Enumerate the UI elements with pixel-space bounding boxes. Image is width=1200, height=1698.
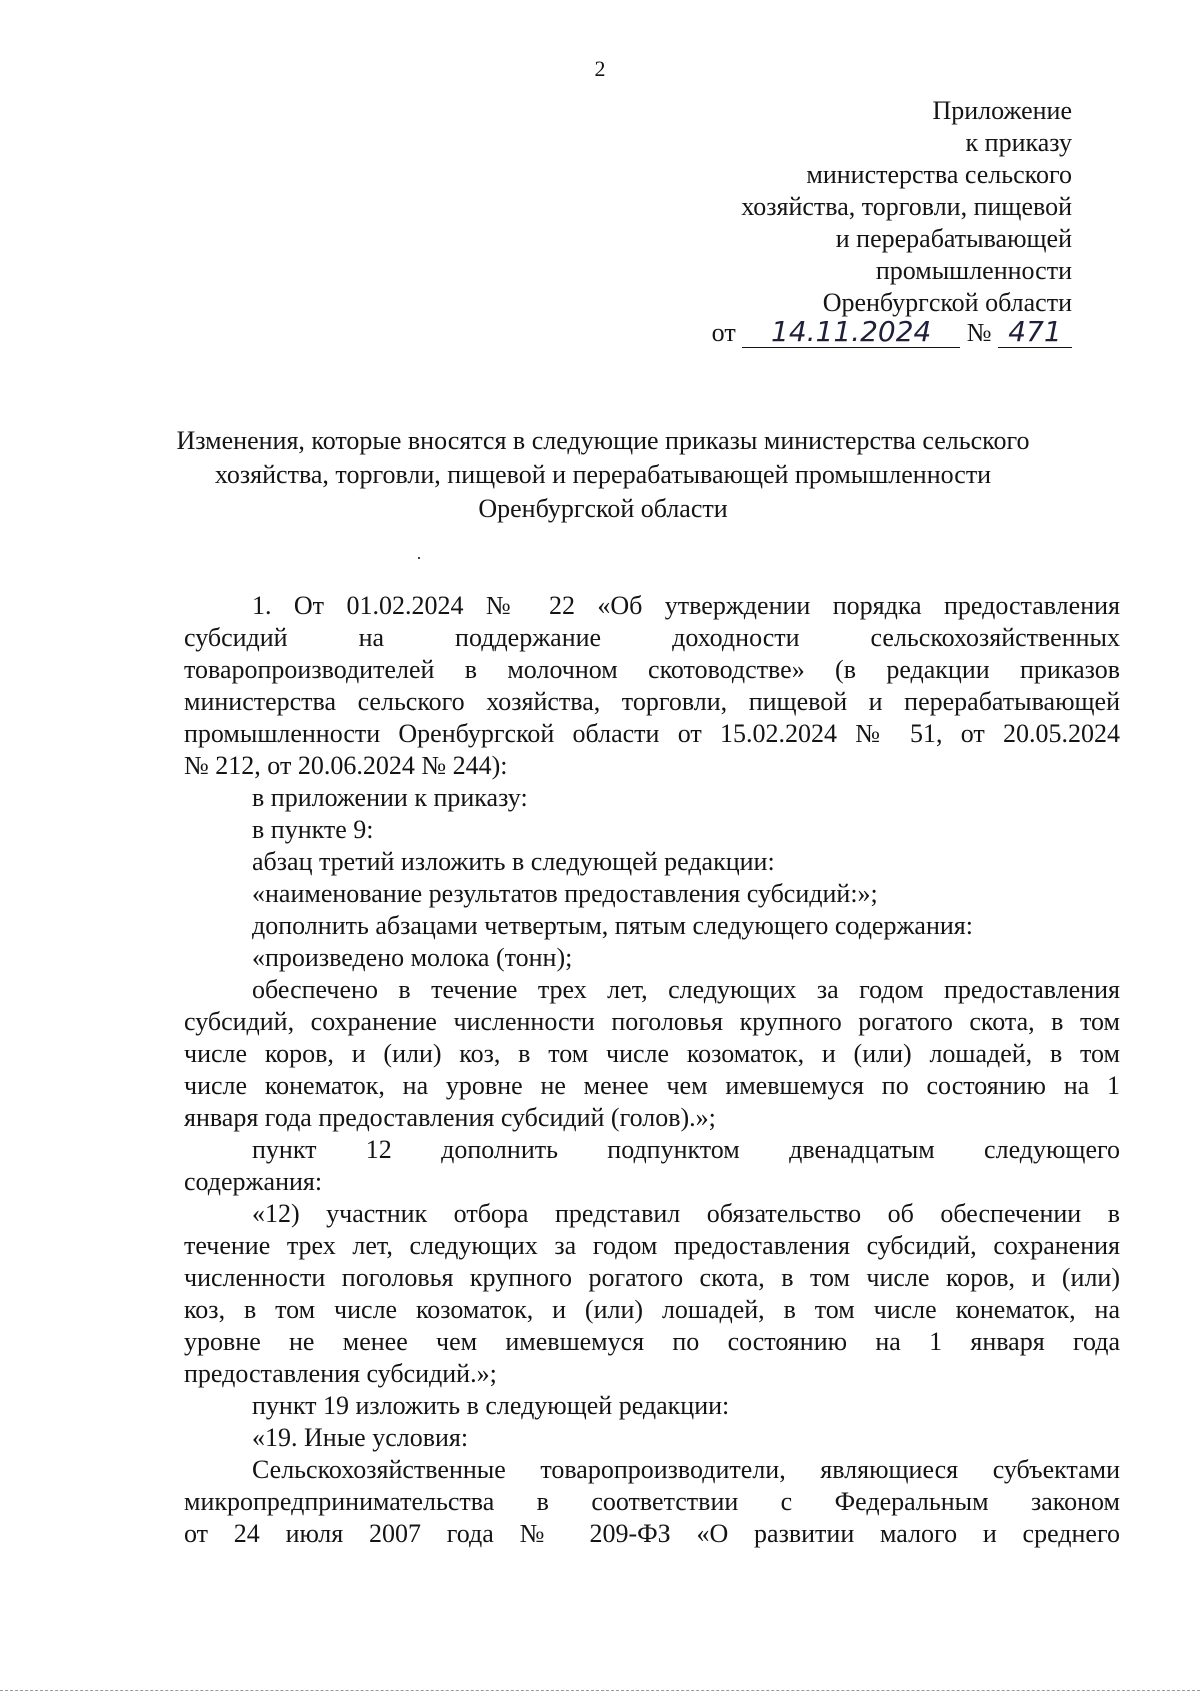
body-line: Сельскохозяйственные товаропроизводители, являющиеся субъектами: [252, 1455, 1120, 1484]
body-line: «19. Иные условия:: [252, 1423, 469, 1452]
number-label: №: [966, 318, 992, 347]
body-line: уровне не менее чем имевшемуся по состоянию на 1 января года: [184, 1327, 1120, 1356]
handwritten-date: 14.11.2024: [742, 317, 960, 348]
appendix-line: Приложение: [932, 96, 1072, 125]
page-number: 2: [594, 56, 606, 81]
scan-edge-line: [0, 1690, 1200, 1691]
body-line: субсидий на поддержание доходности сельскохозяйственных: [184, 623, 1120, 652]
title-line: Оренбургской области: [478, 494, 728, 523]
title-line: Изменения, которые вносятся в следующие приказы министерства сельского: [176, 426, 1030, 455]
body-line: микропредпринимательства в соответствии с Федеральным законом: [184, 1487, 1120, 1516]
body-line: в приложении к приказу:: [252, 783, 528, 812]
body-line: субсидий, сохранение численности поголовья крупного рогатого скота, в том: [184, 1007, 1120, 1036]
body-line: коз, в том числе козоматок, и (или) лошадей, в том числе конематок, на: [184, 1295, 1120, 1324]
body-line: промышленности Оренбургской области от 15.02.2024 № 51, от 20.05.2024: [184, 719, 1120, 748]
appendix-line: хозяйства, торговли, пищевой: [741, 192, 1072, 221]
title-line: хозяйства, торговли, пищевой и перерабатывающей промышленности: [214, 460, 992, 489]
body-line: в пункте 9:: [252, 815, 374, 844]
document-body: [184, 590, 1120, 1550]
body-line: января года предоставления субсидий (голов).»;: [184, 1103, 716, 1132]
appendix-line: к приказу: [965, 128, 1072, 157]
body-line: обеспечено в течение трех лет, следующих за годом предоставления: [252, 975, 1120, 1004]
scan-speck: [418, 557, 420, 559]
body-line: 1. От 01.02.2024 № 22 «Об утверждении порядка предоставления: [252, 591, 1120, 620]
body-line: «наименование результатов предоставления субсидий:»;: [252, 879, 878, 908]
body-line: течение трех лет, следующих за годом предоставления субсидий, сохранения: [184, 1231, 1120, 1260]
body-line: пункт 19 изложить в следующей редакции:: [252, 1391, 730, 1420]
body-line: товаропроизводителей в молочном скотоводстве» (в редакции приказов: [184, 655, 1120, 684]
handwritten-number: 471: [998, 317, 1072, 348]
document-title: [150, 424, 1056, 526]
body-line: абзац третий изложить в следующей редакции:: [252, 847, 775, 876]
order-date-number-line: [512, 317, 1072, 349]
body-line: дополнить абзацами четвертым, пятым следующего содержания:: [252, 911, 973, 940]
appendix-line: и перерабатывающей: [835, 224, 1072, 253]
appendix-header: [512, 95, 1072, 349]
body-line: министерства сельского хозяйства, торговли, пищевой и перерабатывающей: [184, 687, 1120, 716]
appendix-line: министерства сельского: [806, 160, 1072, 189]
body-line: «произведено молока (тонн);: [252, 943, 573, 972]
body-line: № 212, от 20.06.2024 № 244):: [184, 751, 508, 780]
appendix-line: промышленности: [875, 256, 1072, 285]
appendix-line: Оренбургской области: [822, 288, 1072, 317]
body-line: предоставления субсидий.»;: [184, 1359, 497, 1388]
body-line: числе конематок, на уровне не менее чем имевшемуся по состоянию на 1: [184, 1071, 1120, 1100]
body-line: численности поголовья крупного рогатого скота, в том числе коров, и (или): [184, 1263, 1120, 1292]
body-line: «12) участник отбора представил обязательство об обеспечении в: [252, 1199, 1120, 1228]
body-line: числе коров, и (или) коз, в том числе козоматок, и (или) лошадей, в том: [184, 1039, 1120, 1068]
body-line: содержания:: [184, 1167, 323, 1196]
body-line: пункт 12 дополнить подпунктом двенадцатым следующего: [252, 1135, 1120, 1164]
body-line: от 24 июля 2007 года № 209-ФЗ «О развитии малого и среднего: [184, 1519, 1120, 1548]
date-prefix: от: [711, 318, 736, 347]
